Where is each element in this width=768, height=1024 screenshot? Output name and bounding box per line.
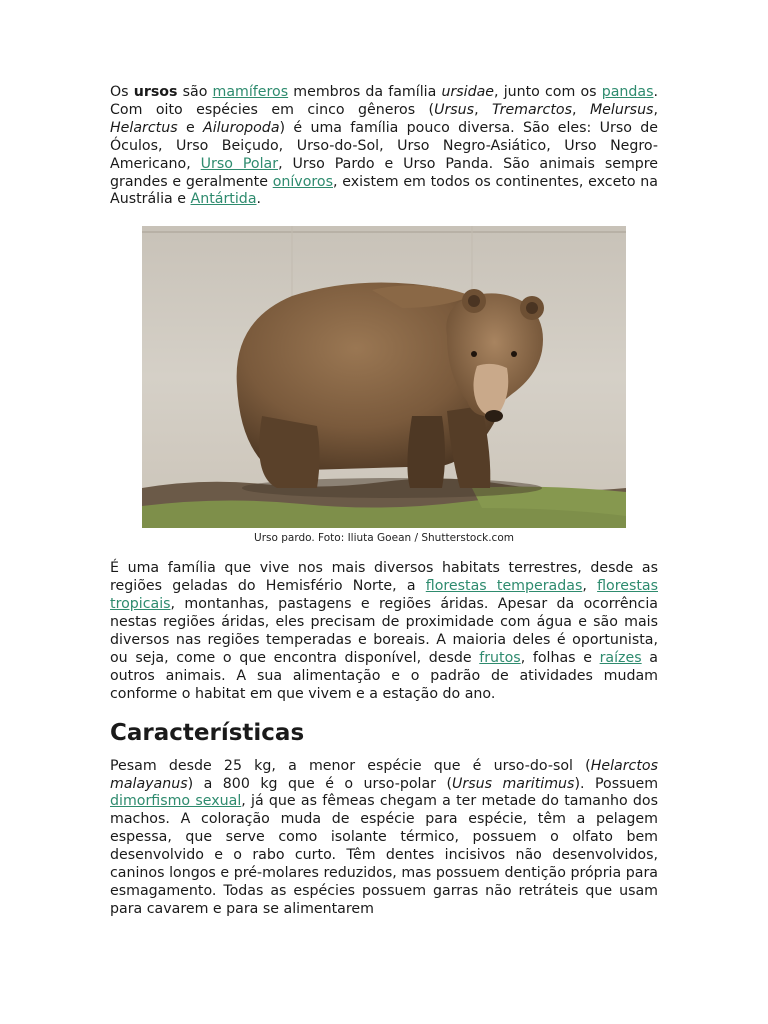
link-dimorfismo-sexual[interactable]: dimorfismo sexual [110, 793, 242, 810]
habitat-paragraph [110, 560, 658, 703]
text: são [177, 84, 213, 100]
link-antartida[interactable]: Antártida [190, 191, 257, 208]
section-heading-caracteristicas: Características [110, 719, 305, 746]
text: É uma família que vive nos mais diversos habitats terrestres, desde as regiões geladas do Hemisfério Norte, a [110, 560, 658, 595]
article [110, 84, 658, 919]
text: , junto com os [494, 84, 602, 100]
text: ). Possuem [574, 775, 659, 792]
text: Os [110, 84, 134, 100]
caracteristicas-paragraph [110, 758, 658, 919]
text: ) a 800 kg que é o urso-polar ( [187, 775, 452, 792]
link-onivoros[interactable]: onívoros [272, 173, 333, 190]
figure [110, 226, 658, 544]
genus-melursus: Melursus [589, 101, 654, 118]
text: . [256, 191, 262, 208]
text: . Com oito espécies em cinco gêneros ( [110, 84, 658, 118]
text: , montanhas, pastagens e regiões áridas. Apesar da ocorrência nestas regiões áridas, eles precisam de proximidade com água e são mais diversos nas regiões temperadas e boreais. A maioria deles é oportunista, ou seja, come o que encontra disponível, desde [110, 596, 658, 666]
text: , [571, 101, 590, 118]
link-urso-polar[interactable]: Urso Polar [200, 155, 279, 172]
text: , já que as fêmeas chegam a ter metade do tamanho dos machos. A coloração muda de espécie para espécie, têm a pelagem espessa, que serve como isolante térmico, possuem o olfato bem desenvolvido e o rabo curto. Têm dentes incisivos não desenvolvidos, caninos longos e pré-molares reduzidos, mas possuem dentição própria para esmagamento. Todas as espécies possuem garras não retráteis que usam para cavarem e para se alimentarem [110, 793, 658, 917]
link-mamiferos[interactable]: mamíferos [212, 84, 289, 100]
genus-helarctos: Helarctus [110, 119, 178, 136]
text: ) é uma família pouco diversa. São eles: Urso de Óculos, Urso Beiçudo, Urso-do-Sol, Urso Negro-Asiático, Urso Negro-Americano, [110, 119, 658, 172]
text: e [177, 119, 204, 136]
text: a outros animais. A sua alimentação e o padrão de atividades mudam conforme o habitat em que vivem e a estação do ano. [110, 649, 658, 702]
intro-paragraph [110, 84, 658, 209]
text: membros da família [288, 84, 442, 100]
text: , Urso Pardo e Urso Panda. São animais sempre grandes e geralmente [110, 155, 659, 190]
text: , folhas e [520, 649, 600, 666]
bear-photo [142, 226, 626, 528]
text: , [582, 578, 598, 595]
text: , [474, 101, 493, 118]
link-frutos[interactable]: frutos [479, 649, 521, 666]
genus-tremarctos: Tremarctos [492, 101, 572, 118]
term-ursos: ursos [133, 84, 178, 100]
text: Pesam desde 25 kg, a menor espécie que é urso-do-sol ( [110, 757, 591, 774]
link-raizes[interactable]: raízes [599, 649, 642, 666]
link-florestas-tropicais[interactable]: florestas tropicais [110, 578, 658, 613]
genus-ursus: Ursus [434, 101, 475, 118]
link-florestas-temperadas[interactable]: florestas temperadas [425, 578, 583, 595]
genus-ailuropoda: Ailuropoda [203, 119, 280, 136]
species-helarctos-malayanus: Helarctos malayanus [110, 757, 658, 792]
text: , [653, 101, 658, 118]
brown-bear-illustration [142, 226, 626, 528]
text: , existem em todos os continentes, exceto na Austrália e [110, 173, 658, 208]
link-pandas[interactable]: pandas [601, 84, 654, 100]
photo-caption: Urso pardo. Foto: Iliuta Goean / Shutterstock.com [254, 532, 514, 545]
term-ursidae: ursidae [441, 84, 495, 100]
species-ursus-maritimus: Ursus maritimus [451, 775, 575, 792]
